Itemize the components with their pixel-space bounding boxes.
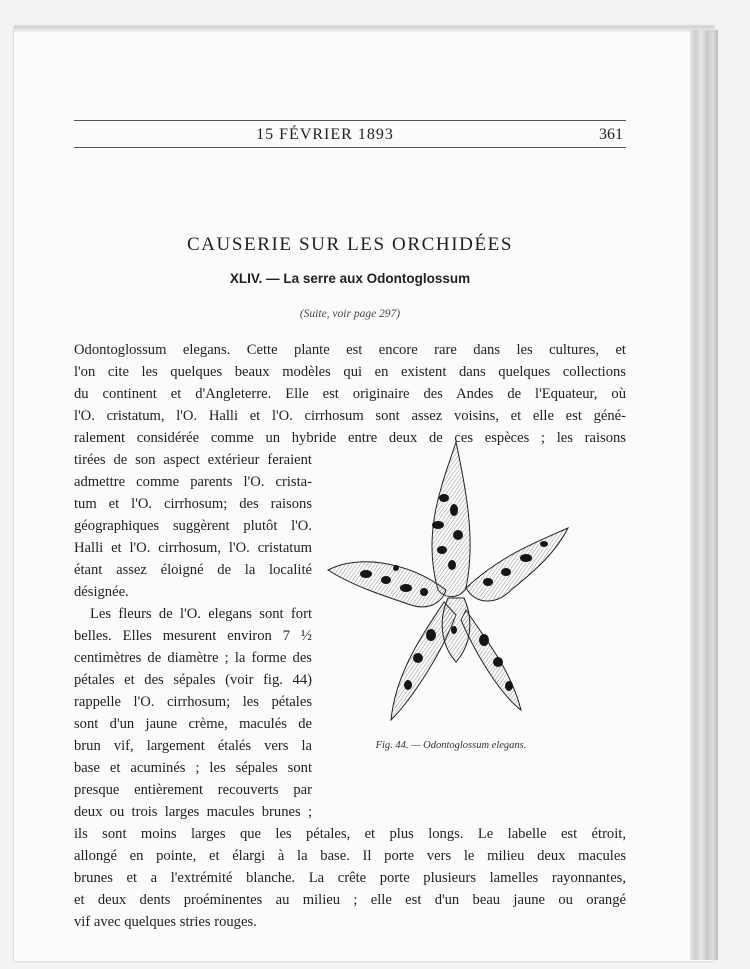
column-line: centimètres de diamètre ; la forme des [74,650,312,666]
continued-note: (Suite, voir page 297) [299,308,401,320]
column-line: Les fleurs de l'O. elegans sont fort [90,606,312,622]
column-line: Halli et l'O. cirrhosum, l'O. cristatum [74,540,312,556]
article-subtitle: XLIV. — La serre aux Odontoglossum [229,271,471,286]
column-line: désignée. [74,584,129,600]
article-title: CAUSERIE SUR LES ORCHIDÉES [186,234,514,255]
column-line: deux ou trois larges macules brunes ; [74,804,312,820]
column-line: pétales et des sépales (voir fig. 44) [74,672,312,688]
figure-caption: Fig. 44. — Odontoglossum elegans. [375,740,527,751]
page-number: 361 [599,126,623,143]
column-line: sont d'un jaune crème, maculés de [74,716,312,732]
column-line: étant assez éloigné de la localité [74,562,312,578]
header-rule-top [74,120,626,121]
body-line: du continent et d'Angleterre. Elle est originaire des Andes de l'Equateur, où [74,386,626,402]
body-line: Odontoglossum elegans. Cette plante est encore rare dans les cultures, et [74,342,626,358]
body-line: ralement considérée comme un hybride entre deux de ces espèces ; les raisons [74,430,626,446]
body-line: et deux dents proéminentes au milieu ; elle est d'un beau jaune ou orangé [74,892,626,908]
orchid-icon [326,440,576,740]
column-line: presque entièrement recouverts par [74,782,312,798]
body-line: l'on cite les quelques beaux modèles qui en existent dans quelques collections [74,364,626,380]
column-line: belles. Elles mesurent environ 7 ½ [74,628,312,644]
header-date: 15 FÉVRIER 1893 [256,126,394,143]
page-top-edge [14,26,714,32]
column-line: tirées de son aspect extérieur feraient [74,452,312,468]
column-line: admettre comme parents l'O. crista- [74,474,312,490]
header-rule-bottom [74,147,626,148]
orchid-illustration [326,440,576,740]
body-line: l'O. cristatum, l'O. Halli et l'O. cirrhosum sont assez voisins, et elle est géné- [74,408,626,424]
body-line: allongé en pointe, et élargi à la base. Il porte vers le milieu deux macules [74,848,626,864]
page-stack-edge [690,30,718,960]
column-line: rappelle l'O. cirrhosum; les pétales [74,694,312,710]
column-line: brun vif, largement étalés vers la [74,738,312,754]
column-line: base et acuminés ; les sépales sont [74,760,312,776]
column-line: tum et l'O. cirrhosum; des raisons [74,496,312,512]
body-line: vif avec quelques stries rouges. [74,914,257,930]
column-line: géographiques suggèrent plutôt l'O. [74,518,312,534]
body-line: brunes et a l'extrémité blanche. La crête porte plusieurs lamelles rayonnantes, [74,870,626,886]
body-line: ils sont moins larges que les pétales, et plus longs. Le labelle est étroit, [74,826,626,842]
